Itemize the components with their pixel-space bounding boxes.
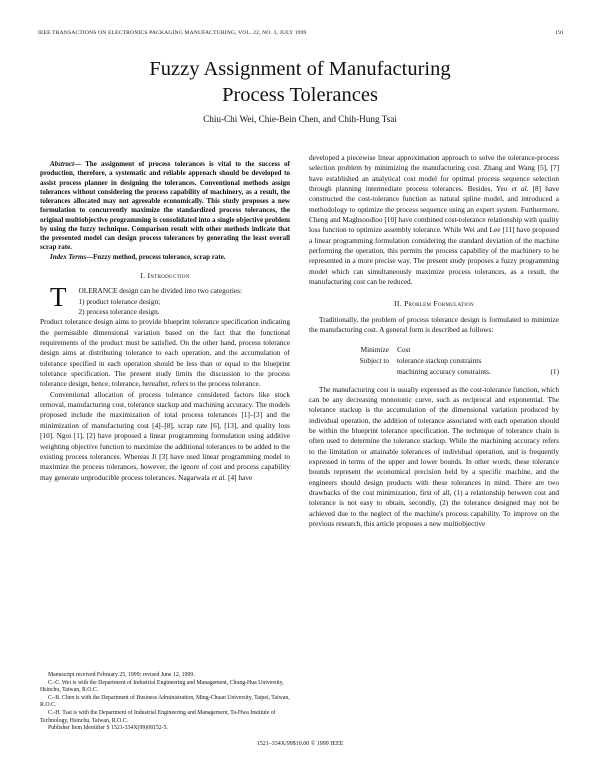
author-list: Chiu-Chi Wei, Chie-Bein Chen, and Chih-Hung Tsai xyxy=(203,114,397,124)
paragraph: Product tolerance design aims to provide blueprint tolerance specification indicating the permissible dimensional variation based on the fact that the functional requirements of the product must be satisfied. On the other hand, process tolerance design aims at distributing tolerance to each operation, and the accumulation of tolerance specified in each operation should be less than or equal to the blueprint tolerance specification. The present study limits the discussion to the process tolerance design, hence, tolerance, hereafter, refers to the process tolerance. xyxy=(40,317,290,389)
left-column xyxy=(40,160,290,483)
title-line-2: Process Tolerances xyxy=(222,84,378,106)
footnote: Publisher Item Identifier S 1521-334X(99)08152-5. xyxy=(48,725,168,732)
paragraph-text: [4] have xyxy=(226,472,253,482)
section-title: Introduction xyxy=(147,271,190,280)
paragraph: Traditionally, the problem of process tolerance design is formulated to minimize the manufacturing cost. A general form is described as follows: xyxy=(309,314,559,335)
right-column xyxy=(309,153,559,529)
formula-value: tolerance stackup constraints xyxy=(397,355,482,365)
paragraph-text: developed a piecewise linear approximation approach to solve the tolerance-process selection problem by minimizing the manufacturing cost. Zhang and Wang [5], [7] have established an analytical cost model for optimal process sequence selection through planning intermediate process tolerances. Besides, Yeo xyxy=(309,153,559,194)
paragraph xyxy=(40,390,290,483)
et-al: et al. xyxy=(511,184,529,194)
paragraph-text: [8] have constructed the cost-tolerance function as natural spline model, and introduced a methodology to optimize the process sequence using an expert system. Furthermore, Cheng and Maghsoodloo [10] have combined cost-tolerance relationship with quality loss function to optimize assembly tolerance. While Wei and Lee [11] have proposed a linear programming formulation considering the standard deviation of the machine performing the operation, this permits the process capability of the machinery to be represented in a more precise way. The present study proposes a fuzzy programming model which can simultaneously maximize process tolerances, as a result, the manufacturing cost can be reduced. xyxy=(309,184,560,287)
section-numeral: I. xyxy=(140,271,146,280)
list-item: 1) product tolerance design; xyxy=(78,296,161,306)
journal-name: IEEE TRANSACTIONS ON ELECTRONICS PACKAGING MANUFACTURING, VOL. 22, NO. 3, JULY 1999 xyxy=(38,30,307,36)
formula-key: Minimize xyxy=(360,344,389,354)
copyright-footer: 1521–334X/99$10.00 © 1999 IEEE xyxy=(256,741,344,747)
paper-title xyxy=(0,56,600,108)
index-terms-label: Index Terms xyxy=(50,252,87,261)
running-header xyxy=(38,30,564,36)
equation-1 xyxy=(309,344,559,377)
drop-cap: T xyxy=(50,282,67,313)
abstract-text: The assignment of process tolerances is vital to the success of production, therefore, a systematic and reliable approach should be developed to assist process planner in designing the tolerances. Conventional methods assign tolerances without considering the process capability of machinery, as a result, the tolerances allocated may not agreeable economically. This study proposes a new formulation to concurrently maximize the standardized process tolerances, the original multiobjective programming is consolidated into a single objective problem by using the fuzzy technique. Comparison result with other methods indicate that the presented model can design process tolerances by generating the least overall scrap rate. xyxy=(40,160,290,252)
index-terms xyxy=(40,253,290,263)
page-number: 191 xyxy=(555,30,564,36)
formula-key: Subject to xyxy=(359,355,389,365)
list-item: 2) process tolerance design. xyxy=(78,307,160,317)
footnotes xyxy=(40,672,290,733)
section-numeral: II. xyxy=(394,299,402,309)
intro-first-text: OLERANCE design can be divided into two categories: xyxy=(78,286,243,296)
footnote: C.-C. Wei is with the Department of Industrial Engineering and Management, Chung-Hua University, Hsinchu, Taiwan, R.O.C. xyxy=(40,679,284,694)
footnote: Manuscript received February 25, 1999; revised June 12, 1999. xyxy=(48,672,195,678)
section-title: Problem Formulation xyxy=(404,299,474,309)
index-terms-text: —Fuzzy method, process tolerance, scrap rate. xyxy=(86,252,226,261)
et-al: et al. xyxy=(211,472,227,482)
equation-number: (1) xyxy=(550,366,559,376)
abstract xyxy=(40,160,290,253)
paragraph-text: Conventional allocation of process tolerance considered factors like stock removal, manufacturing cost, tolerance stackup and machining accuracy. The models proposed include the maximization of total process tolerances [1]–[3] and the minimization of manufacturing cost [4]–[8], scrap rate [6], [13], and quality loss [10]. Ngoi [1], [2] have proposed a linear programming formulation using additive weighting objective function to maximize the additional tolerances to be added to the existing process tolerances. Whereas Ji [3] have used linear programming model to maximize the process tolerances, however, the ignore of cost and process capability may generate unproducible process tolerances. Nagarwala xyxy=(40,389,290,482)
section-heading-problem-formulation xyxy=(309,299,559,309)
paragraph xyxy=(309,153,559,287)
formula-value: machining accuracy constraints. xyxy=(397,366,491,376)
section-heading-introduction xyxy=(40,271,290,281)
title-line-1: Fuzzy Assignment of Manufacturing xyxy=(149,58,451,80)
footnote: C.-B. Chen is with the Department of Business Administration, Ming-Chuan University, Taipei, Taiwan, R.O.C. xyxy=(40,694,290,709)
abstract-label: Abstract— xyxy=(50,160,82,168)
paragraph: The manufacturing cost is usually expressed as the cost-tolerance function, which can be any decreasing monotonic curve, such as reciprocal and exponential. The tolerance stackup is the accumulation of the dimensional variation produced by individual operation, the addition of tolerance associated with each operation should be within the blueprint tolerance specification. The technique of tolerance chain is often used to determine the tolerance stackup. While the machining accuracy refers to the limitation or attainable tolerances of individual operation, and is frequently expressed in terms of the upper and lower bounds. In other words, these tolerance bounds represent the economical precision held by a specific machine, and the engineers should design products with these tolerances in mind. There are two drawbacks of the cost minimization, first of all, (1) a relationship between cost and tolerance is not easy to obtain, secondly, (2) the tolerance designed may not be achieved due to the neglect of the machine's process capability. To improve on the previous research, this article proposes a new multiobjective xyxy=(309,384,559,528)
footnote: C.-H. Tsai is with the Department of Industrial Engineering and Management, Ta-Hwa Institute of Technology, Hsinchu, Taiwan, R.O.C. xyxy=(40,709,276,724)
formula-value: Cost xyxy=(397,344,411,354)
